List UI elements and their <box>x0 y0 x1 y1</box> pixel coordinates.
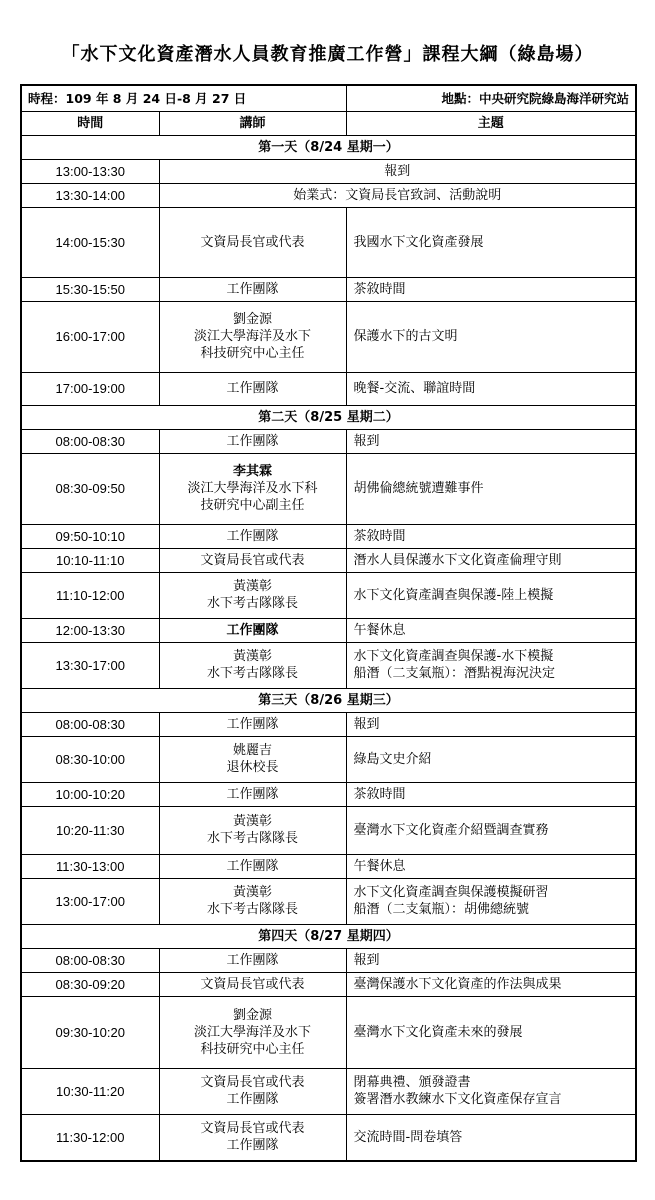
topic-cell <box>346 1068 636 1114</box>
session-row <box>21 207 636 277</box>
text-line: 胡佛倫總統號遭難事件 <box>353 481 484 496</box>
lecturer-cell <box>159 453 346 524</box>
lecturer-cell <box>159 948 346 972</box>
time-cell: 10:10-11:10 <box>21 548 159 572</box>
text-line: 工作團隊 <box>226 381 279 396</box>
lecturer-cell <box>159 972 346 996</box>
text-line: 科技研究中心主任 <box>200 346 305 361</box>
dates-cell: 時程：109 年 8 月 24 日-8 月 27 日 <box>21 85 346 111</box>
text-line: 船潛（二支氣瓶）：潛點視海況決定 <box>353 666 556 681</box>
text-line: 報到 <box>353 716 380 732</box>
time-cell: 09:30-10:20 <box>21 996 159 1068</box>
lecturer-cell <box>159 429 346 453</box>
text-line: 工作團隊 <box>226 1138 279 1154</box>
time-cell: 10:30-11:20 <box>21 1068 159 1114</box>
session-row <box>21 996 636 1068</box>
merged-cell: 始業式：文資局長官致詞、活動說明 <box>159 183 636 207</box>
time-cell: 11:30-12:00 <box>21 1114 159 1161</box>
text-line: 淡江大學海洋及水下 <box>193 329 311 344</box>
text-line: 淡江大學海洋及水下 <box>193 1024 311 1040</box>
session-row <box>21 712 636 736</box>
lecturer-cell <box>159 642 346 688</box>
time-cell: 11:10-12:00 <box>21 572 159 618</box>
topic-cell <box>346 782 636 806</box>
text-line: 文資局長官或代表 <box>200 1075 305 1090</box>
text-line: 臺灣保護水下文化資產的作法與成果 <box>353 976 562 992</box>
time-cell: 14:00-15:30 <box>21 207 159 277</box>
topic-cell <box>346 736 636 782</box>
session-row <box>21 548 636 572</box>
session-row <box>21 572 636 618</box>
session-row <box>21 806 636 854</box>
topic-cell <box>346 878 636 924</box>
text-line: 船潛（二支氣瓶）：胡佛總統號 <box>353 902 530 917</box>
day-label: 第三天（8/26 星期三） <box>21 688 636 712</box>
text-line: 潛水人員保護水下文化資產倫理守則 <box>353 552 562 568</box>
text-line: 技研究中心副主任 <box>200 498 305 513</box>
topic-cell <box>346 972 636 996</box>
session-row <box>21 1068 636 1114</box>
session-row <box>21 854 636 878</box>
text-line: 黃漢彰 <box>232 885 272 900</box>
session-row <box>21 429 636 453</box>
text-line: 晚餐-交流、聯誼時間 <box>353 381 476 396</box>
session-row <box>21 524 636 548</box>
time-cell: 08:30-10:00 <box>21 736 159 782</box>
time-cell: 10:20-11:30 <box>21 806 159 854</box>
time-cell: 15:30-15:50 <box>21 277 159 301</box>
time-cell: 08:00-08:30 <box>21 429 159 453</box>
lecturer-cell <box>159 736 346 782</box>
time-cell: 10:00-10:20 <box>21 782 159 806</box>
text-line: 劉金源 <box>232 312 272 327</box>
text-line: 閉幕典禮、頒發證書 <box>353 1075 471 1090</box>
session-row <box>21 948 636 972</box>
lecturer-cell <box>159 548 346 572</box>
document-title: 「水下文化資產潛水人員教育推廣工作營」課程大綱（綠島場） <box>61 44 594 65</box>
time-cell: 08:00-08:30 <box>21 712 159 736</box>
text-line: 水下文化資產調查與保護模擬研習 <box>353 885 549 900</box>
session-row <box>21 159 636 183</box>
text-line: 文資局長官或代表 <box>200 234 305 250</box>
topic-cell <box>346 806 636 854</box>
topic-cell <box>346 572 636 618</box>
session-row <box>21 878 636 924</box>
text-line: 交流時間-問卷填答 <box>353 1129 463 1145</box>
merged-cell: 報到 <box>159 159 636 183</box>
lecturer-cell <box>159 806 346 854</box>
session-row <box>21 453 636 524</box>
lecturer-cell <box>159 1068 346 1114</box>
header-lecturer: 講師 <box>159 111 346 135</box>
text-line: 工作團隊 <box>226 1092 279 1107</box>
day-header-row <box>21 405 636 429</box>
time-cell: 13:30-17:00 <box>21 642 159 688</box>
topic-cell <box>346 207 636 277</box>
day-header-row <box>21 688 636 712</box>
time-cell: 08:30-09:20 <box>21 972 159 996</box>
text-line: 午餐休息 <box>353 858 406 874</box>
lecturer-cell <box>159 712 346 736</box>
session-row <box>21 782 636 806</box>
text-line: 文資局長官或代表 <box>200 1121 305 1137</box>
time-cell: 13:30-14:00 <box>21 183 159 207</box>
time-cell: 17:00-19:00 <box>21 372 159 405</box>
location-cell: 地點：中央研究院綠島海洋研究站 <box>346 85 636 111</box>
lecturer-cell <box>159 572 346 618</box>
day-header-row <box>21 135 636 159</box>
time-cell: 12:00-13:30 <box>21 618 159 642</box>
lecturer-cell <box>159 996 346 1068</box>
topic-cell <box>346 301 636 372</box>
session-row <box>21 301 636 372</box>
topic-cell <box>346 277 636 301</box>
lecturer-cell <box>159 524 346 548</box>
text-line: 李其霖 <box>232 464 272 479</box>
info-row <box>21 85 636 111</box>
text-line: 工作團隊 <box>226 716 279 732</box>
session-row <box>21 642 636 688</box>
text-line: 工作團隊 <box>226 281 279 297</box>
topic-cell <box>346 548 636 572</box>
text-line: 姚麗吉 <box>232 743 272 758</box>
schedule-table <box>20 84 637 1162</box>
header-topic: 主題 <box>346 111 636 135</box>
text-line: 保護水下的古文明 <box>353 329 458 344</box>
text-line: 水下考古隊隊長 <box>206 596 298 611</box>
text-line: 水下文化資產調查與保護-陸上模擬 <box>353 587 554 603</box>
day-label: 第四天（8/27 星期四） <box>21 924 636 948</box>
session-row <box>21 618 636 642</box>
time-cell: 13:00-17:00 <box>21 878 159 924</box>
time-cell: 11:30-13:00 <box>21 854 159 878</box>
header-row <box>21 111 636 135</box>
topic-cell <box>346 524 636 548</box>
text-line: 黃漢彰 <box>232 579 272 594</box>
session-row <box>21 277 636 301</box>
topic-cell <box>346 642 636 688</box>
text-line: 水下考古隊隊長 <box>206 666 298 681</box>
session-row <box>21 372 636 405</box>
time-cell: 08:30-09:50 <box>21 453 159 524</box>
text-line: 水下考古隊隊長 <box>206 902 298 917</box>
time-cell: 08:00-08:30 <box>21 948 159 972</box>
lecturer-cell <box>159 207 346 277</box>
text-line: 科技研究中心主任 <box>200 1041 305 1057</box>
text-line: 臺灣水下文化資產未來的發展 <box>353 1024 523 1040</box>
time-cell: 13:00-13:30 <box>21 159 159 183</box>
text-line: 工作團隊 <box>226 528 279 544</box>
text-line: 報到 <box>353 952 380 968</box>
text-line: 文資局長官或代表 <box>200 976 305 992</box>
text-line: 報到 <box>353 433 380 449</box>
day-header-row <box>21 924 636 948</box>
text-line: 午餐休息 <box>353 622 406 638</box>
lecturer-cell <box>159 618 346 642</box>
header-time: 時間 <box>21 111 159 135</box>
text-line: 淡江大學海洋及水下科 <box>187 481 318 496</box>
topic-cell <box>346 618 636 642</box>
text-line: 文資局長官或代表 <box>200 552 305 568</box>
text-line: 黃漢彰 <box>232 649 272 664</box>
topic-cell <box>346 712 636 736</box>
session-row <box>21 183 636 207</box>
text-line: 茶敘時間 <box>353 528 406 544</box>
text-line: 水下考古隊隊長 <box>206 831 298 846</box>
text-line: 綠島文史介紹 <box>353 751 432 767</box>
text-line: 我國水下文化資產發展 <box>353 234 484 250</box>
text-line: 茶敘時間 <box>353 786 406 802</box>
session-row <box>21 736 636 782</box>
time-cell: 16:00-17:00 <box>21 301 159 372</box>
text-line: 劉金源 <box>232 1007 272 1023</box>
text-line: 臺灣水下文化資產介紹暨調查實務 <box>353 822 549 838</box>
session-row <box>21 1114 636 1161</box>
lecturer-cell <box>159 878 346 924</box>
lecturer-cell <box>159 1114 346 1161</box>
text-line: 工作團隊 <box>226 786 279 802</box>
text-line: 水下文化資產調查與保護-水下模擬 <box>353 649 554 664</box>
topic-cell <box>346 854 636 878</box>
topic-cell <box>346 948 636 972</box>
topic-cell <box>346 996 636 1068</box>
topic-cell <box>346 372 636 405</box>
lecturer-cell <box>159 854 346 878</box>
session-row <box>21 972 636 996</box>
topic-cell <box>346 429 636 453</box>
text-line: 黃漢彰 <box>232 814 272 829</box>
text-line: 退休校長 <box>226 760 279 775</box>
topic-cell <box>346 1114 636 1161</box>
lecturer-cell <box>159 782 346 806</box>
day-label: 第一天（8/24 星期一） <box>21 135 636 159</box>
text-line: 工作團隊 <box>226 952 279 968</box>
day-label: 第二天（8/25 星期二） <box>21 405 636 429</box>
text-line: 工作團隊 <box>226 622 279 638</box>
lecturer-cell <box>159 372 346 405</box>
lecturer-cell <box>159 277 346 301</box>
text-line: 工作團隊 <box>226 858 279 874</box>
text-line: 茶敘時間 <box>353 281 406 297</box>
topic-cell <box>346 453 636 524</box>
lecturer-cell <box>159 301 346 372</box>
text-line: 工作團隊 <box>226 433 279 449</box>
text-line: 簽署潛水教練水下文化資產保存宣言 <box>353 1092 562 1107</box>
time-cell: 09:50-10:10 <box>21 524 159 548</box>
schedule-body <box>21 85 636 1161</box>
